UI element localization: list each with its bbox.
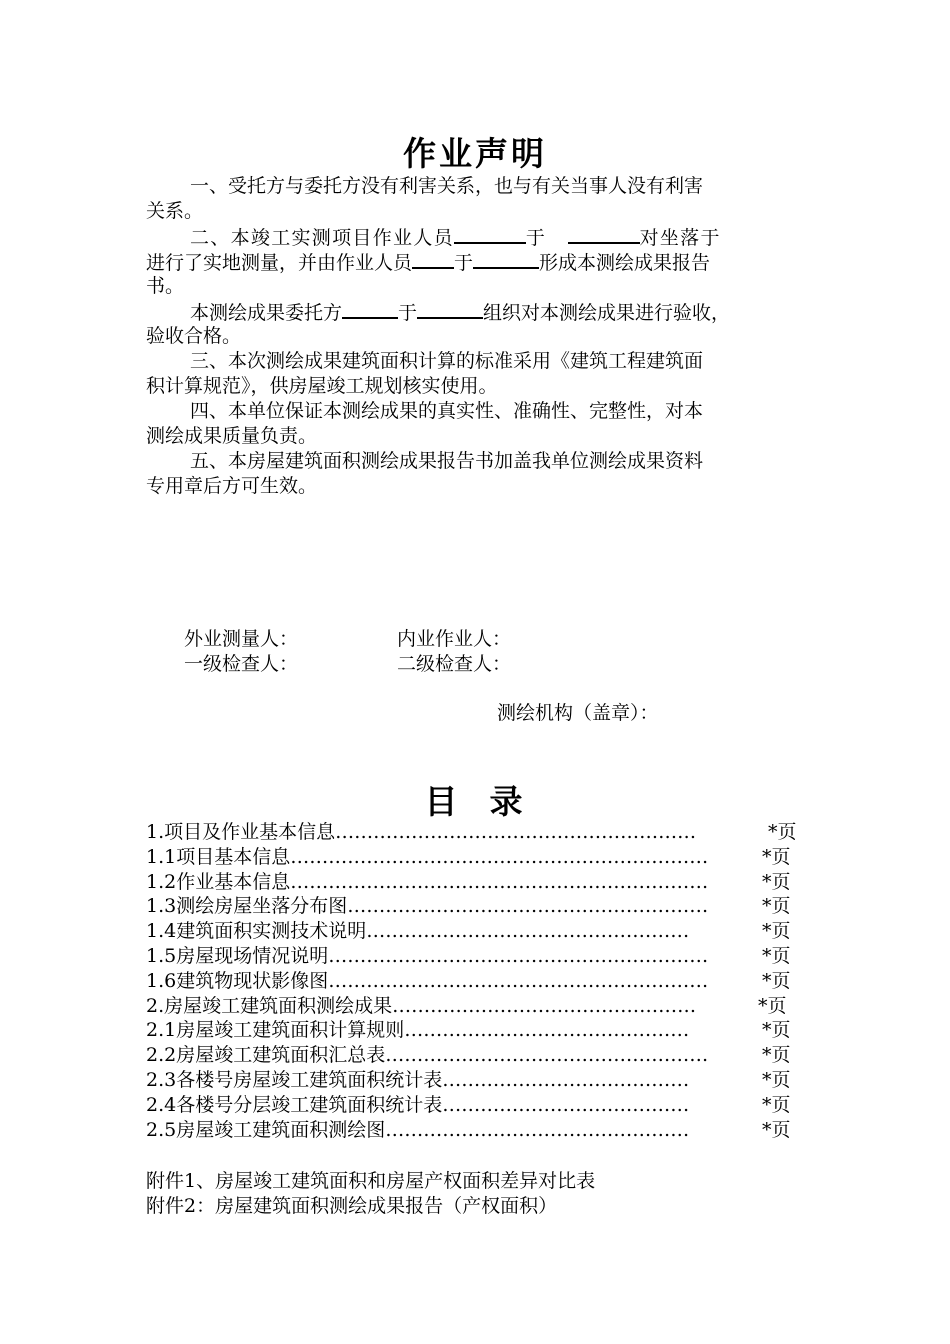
toc-item-label: 2.1房屋竣工建筑面积计算规则……………………………………… [146,1019,690,1041]
statement-p4-line1: 三、本次测绘成果建筑面积计算的标准采用《建筑工程建筑面 [190,350,704,372]
toc-item-label: 2.3各楼号房屋竣工建筑面积统计表………………………………… [146,1069,690,1091]
office-worker-label: 内业作业人： [397,628,512,650]
toc-item[interactable] [146,1118,806,1143]
toc-item-label: 1.6建筑物现状影像图…………………………………………………… [146,970,709,992]
blank-acceptance-date [417,299,483,319]
toc-item-label: 1.3测绘房屋坐落分布图………………………………………………… [146,895,709,917]
toc-item[interactable] [146,1018,806,1043]
toc-item[interactable] [146,870,806,895]
second-checker-label: 二级检查人： [397,653,512,675]
toc-item[interactable] [146,994,806,1019]
statement-p1-line2: 关系。 [146,200,204,222]
toc-title: 目 录 [424,782,526,821]
statement-p5-line1: 四、本单位保证本测绘成果的真实性、准确性、完整性，对本 [190,400,704,422]
toc-item-page: *页 [762,945,791,967]
toc-item-page: *页 [762,1094,791,1116]
toc-item-label: 1.2作业基本信息………………………………………………………… [146,871,709,893]
statement-p3-text-b: 于 [398,302,418,324]
statement-p2-line2-b: 于 [454,252,474,274]
toc-item-label: 2.4各楼号分层竣工建筑面积统计表………………………………… [146,1094,690,1116]
statement-p2-line3: 书。 [146,275,185,297]
toc-item-page: *页 [762,1069,791,1091]
statement-p2-text-b: 于 [525,227,547,249]
statement-p2-text-c: 对坐落于 [639,227,721,249]
blank-field-surveyor-name [454,224,526,244]
toc-item-page: *页 [762,1019,791,1041]
toc-item-page: *页 [762,871,791,893]
agency-seal-label: 测绘机构（盖章）： [497,702,659,724]
statement-p3-line2: 验收合格。 [146,325,242,347]
toc-item[interactable] [146,820,806,845]
statement-p2-line2-c: 形成本测绘成果报告 [539,252,711,274]
toc-item-page: *页 [762,895,791,917]
toc-item-page: *页 [762,970,791,992]
toc-item[interactable] [146,944,806,969]
blank-client-name [342,299,398,319]
toc-item-page: *页 [762,920,791,942]
statement-p6-line1: 五、本房屋建筑面积测绘成果报告书加盖我单位测绘成果资料 [190,450,704,472]
statement-p4-line2: 积计算规范》，供房屋竣工规划核实使用。 [146,375,498,397]
statement-p3-text-a: 本测绘成果委托方 [190,302,343,324]
toc-item[interactable] [146,919,806,944]
toc-item-label: 2.房屋竣工建筑面积测绘成果………………………………………… [146,995,697,1017]
statement-p1-line1: 一、受托方与委托方没有利害关系，也与有关当事人没有利害 [190,175,704,197]
field-surveyor-label: 外业测量人： [184,628,299,650]
toc-item[interactable] [146,969,806,994]
toc-item-label: 2.2房屋竣工建筑面积汇总表…………………………………………… [146,1044,709,1066]
blank-report-date [473,249,539,269]
statement-p2-text-a: 二、本竣工实测项目作业人员 [190,227,454,249]
blank-survey-date [568,224,640,244]
toc-item-label: 2.5房屋竣工建筑面积测绘图………………………………………… [146,1119,690,1141]
toc-item-page: *页 [758,995,787,1017]
blank-report-author [412,249,454,269]
toc-item[interactable] [146,1093,806,1118]
toc-item-label: 1.5房屋现场情况说明…………………………………………………… [146,945,709,967]
statement-title: 作业声明 [403,134,547,173]
statement-p2-line1 [190,224,721,250]
statement-p3-text-c: 组织对本测绘成果进行验收， [483,302,731,324]
statement-p3-line1 [190,299,730,325]
toc-item[interactable] [146,1043,806,1068]
statement-p6-line2: 专用章后方可生效。 [146,475,318,497]
toc-item-label: 1.4建筑面积实测技术说明…………………………………………… [146,920,690,942]
toc-item-page: *页 [762,846,791,868]
statement-p2-line2 [146,249,710,275]
toc-item-label: 1.项目及作业基本信息………………………………………………… [146,821,697,843]
toc-item[interactable] [146,845,806,870]
annex-2: 附件2：房屋建筑面积测绘成果报告（产权面积） [146,1195,558,1217]
toc-item[interactable] [146,1068,806,1093]
toc-item-page: *页 [762,1119,791,1141]
annex-1: 附件1、房屋竣工建筑面积和房屋产权面积差异对比表 [146,1170,596,1192]
first-checker-label: 一级检查人： [184,653,299,675]
toc-item-page: *页 [768,821,797,843]
statement-p5-line2: 测绘成果质量负责。 [146,425,318,447]
toc-item-page: *页 [762,1044,791,1066]
toc-item[interactable] [146,894,806,919]
toc-item-label: 1.1项目基本信息………………………………………………………… [146,846,709,868]
statement-p2-line2-a: 进行了实地测量，并由作业人员 [146,252,413,274]
